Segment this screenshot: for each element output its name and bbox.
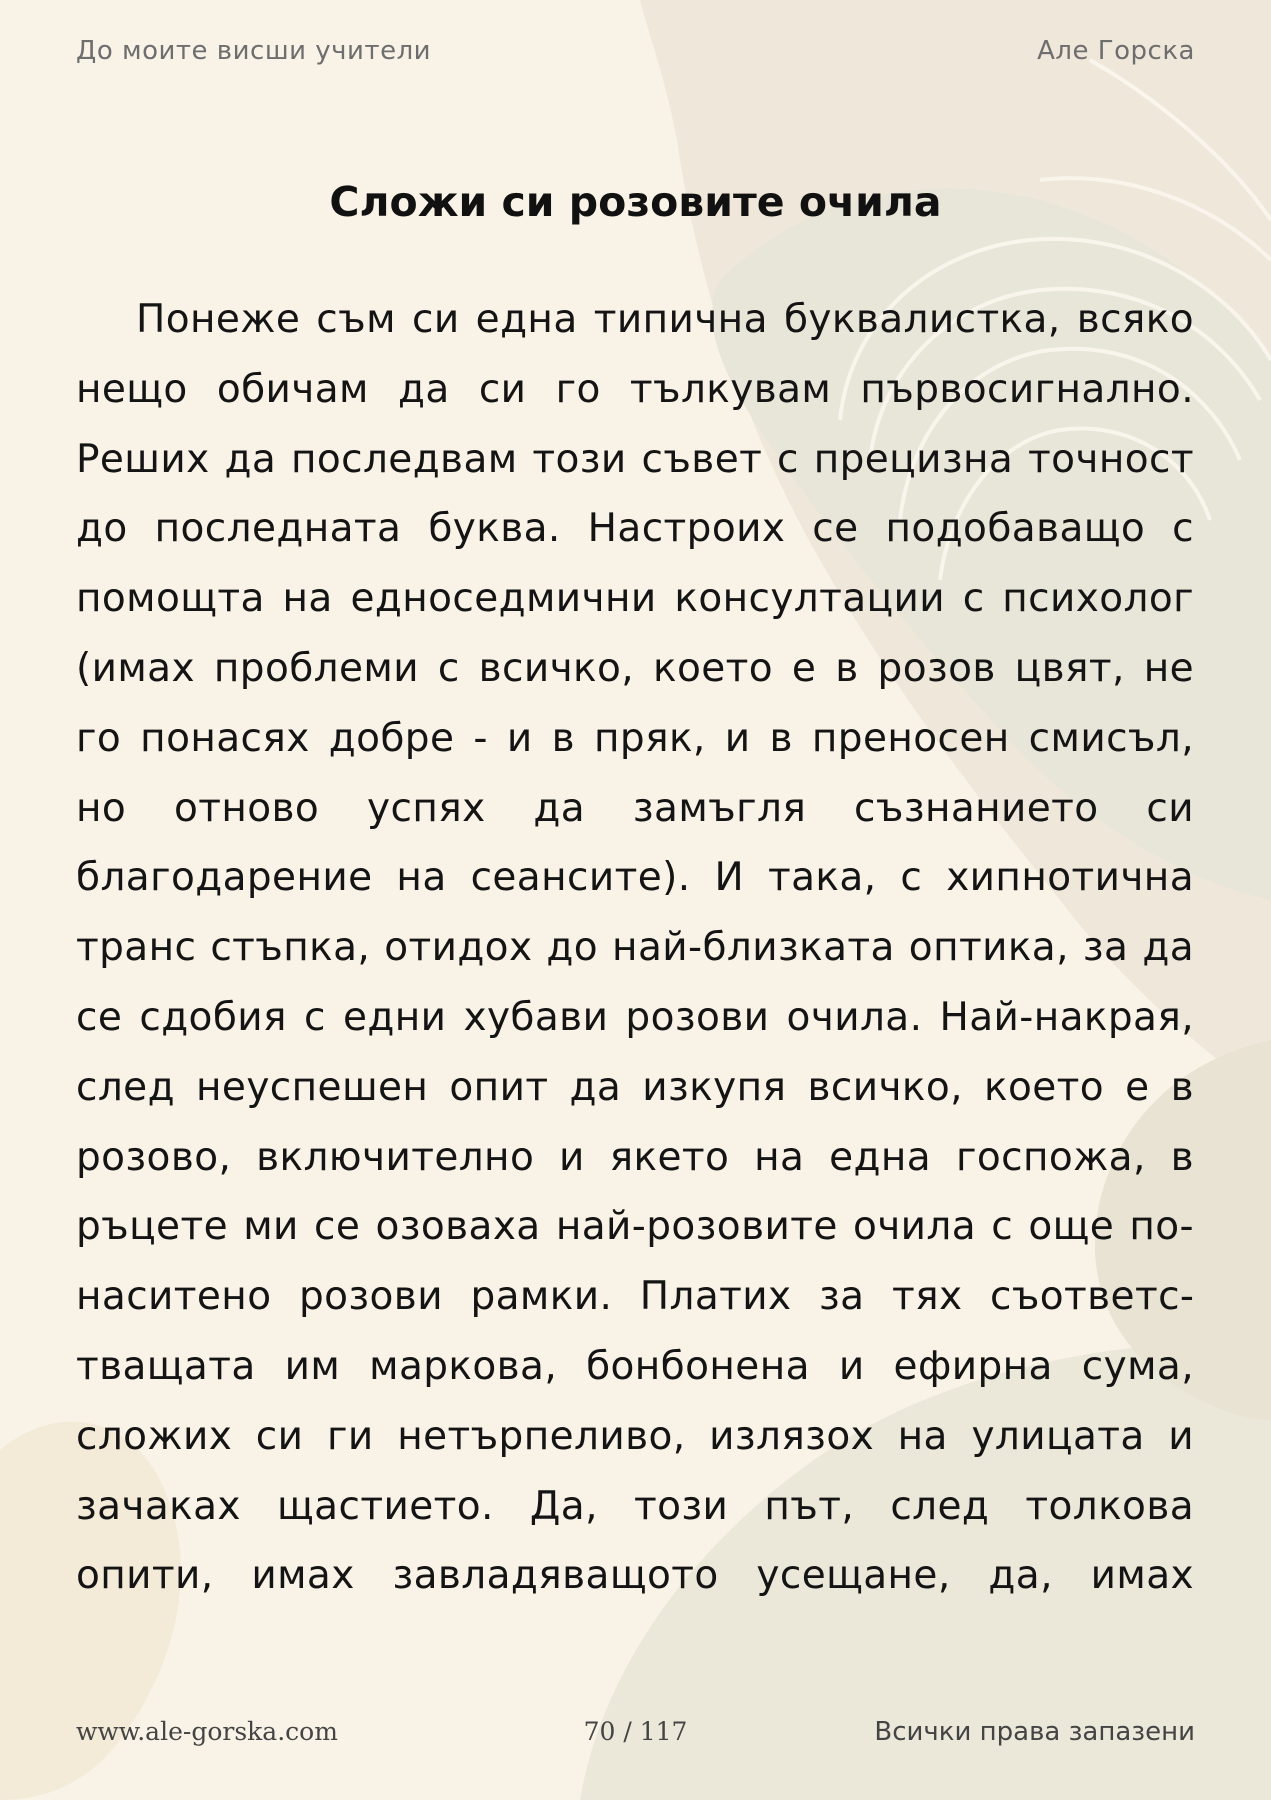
website-footer: www.ale-gorska.com <box>76 1717 338 1746</box>
body-paragraph: Понеже съм си една типична буквалистка, всяко нещо обичам да си го тълкувам първосигнално. Реших да последвам този съвет с прецизна точност до последната буква. Настроих се подобаващо с помощта на едноседмични консултации с психолог (имах проблеми с всичко, което е в розов цвят, не го понасях добре - и в пряк, и в преносен смисъл, но отново успях да замъгля съзнанието си благодарение на сеансите). И така, с хипнотична транс стъпка, отидох до най-близката оптика, за да се сдобия с едни хубави розови очила. Най-накрая, след неуспешен опит да изкупя всичко, което е в розово, включително и якето на една госпожа, в ръцете ми се озоваха най-розовите очила с още по-наситено розови рамки. Платих за тях съответстващата им маркова, бонбонена и ефирна сума, сложих си ги нетърпеливо, излязох на улицата и зачаках щастието. Да, този път, след толкова опити, имах завладяващото усещане, да, имах <box>76 297 1194 1599</box>
page-number: 70 / 117 <box>583 1717 688 1746</box>
book-title-header: До моите висши учители <box>76 36 432 66</box>
chapter-title: Сложи си розовите очила <box>329 178 942 226</box>
copyright-footer: Всички права запазени <box>874 1717 1195 1747</box>
author-header: Але Горска <box>1037 36 1195 66</box>
